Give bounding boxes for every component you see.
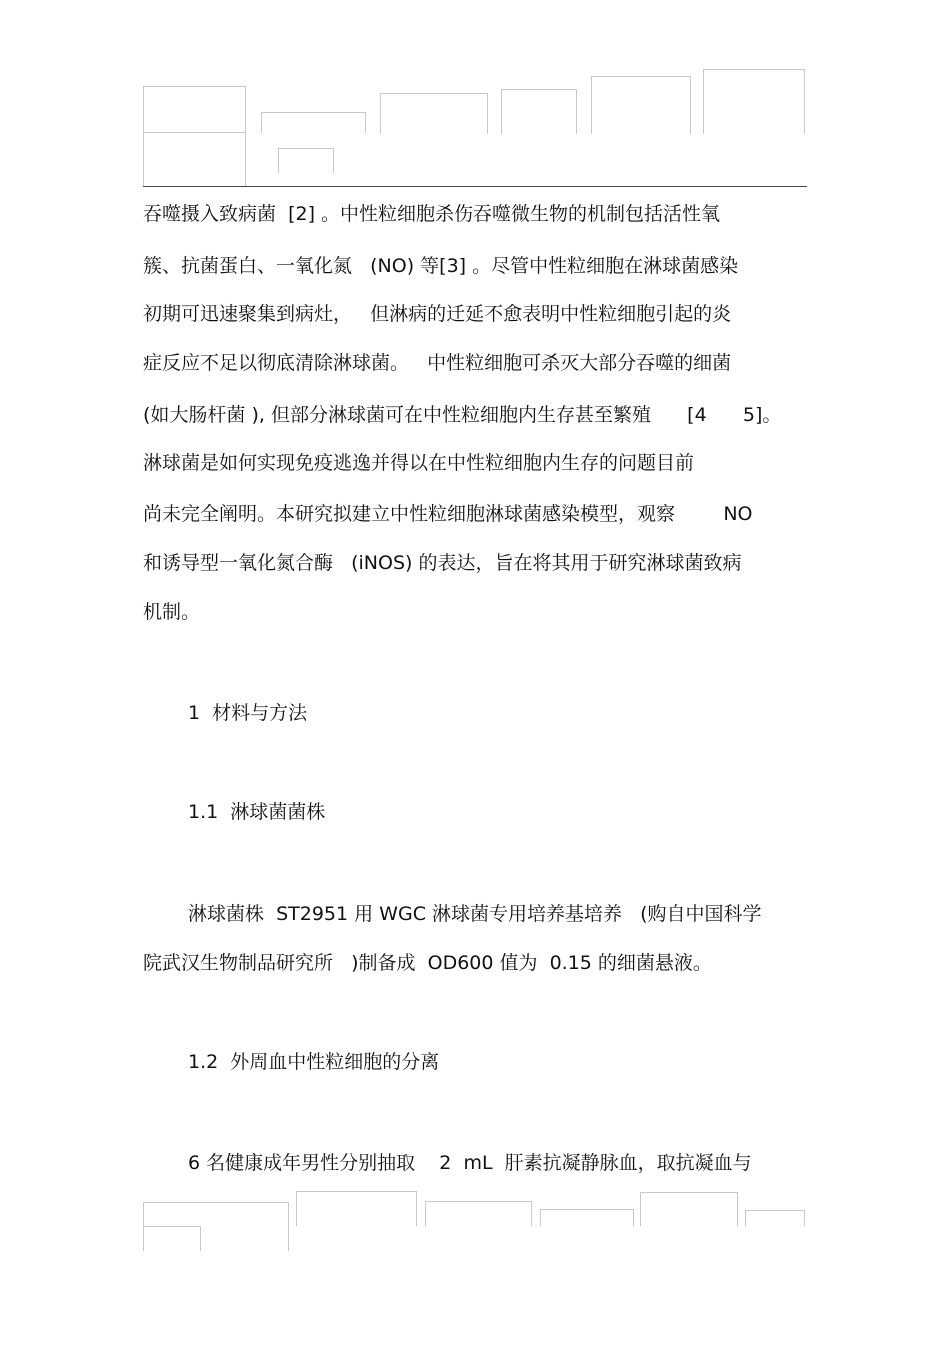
body-line: 症反应不足以彻底清除淋球菌。 中性粒细胞可杀灭大部分吞噬的细菌 xyxy=(143,352,732,374)
header-decoration xyxy=(143,132,245,173)
subsection-heading: 1.1 淋球菌菌株 xyxy=(188,801,326,823)
paragraph-line: 6 名健康成年男性分别抽取 2 mL 肝素抗凝静脉血，取抗凝血与 xyxy=(188,1152,752,1174)
paragraph-line: 院武汉生物制品研究所 )制备成 OD600 值为 0.15 的细菌悬液。 xyxy=(143,952,712,974)
header-decoration xyxy=(278,148,334,173)
body-line: 吞噬摄入致病菌 [2] 。中性粒细胞杀伤吞噬微生物的机制包括活性氧 xyxy=(143,203,721,225)
body-line: 淋球菌是如何实现免疫逃逸并得以在中性粒细胞内生存的问题目前 xyxy=(143,452,695,474)
body-line: (如大肠杆菌 ), 但部分淋球菌可在中性粒细胞内生存甚至繁殖 [4 5]。 xyxy=(143,404,782,426)
body-line: 初期可迅速聚集到病灶， 但淋病的迁延不愈表明中性粒细胞引起的炎 xyxy=(143,303,732,325)
header-decoration xyxy=(380,93,488,134)
header-decoration xyxy=(501,89,577,134)
footer-decoration xyxy=(540,1209,634,1226)
header-decoration xyxy=(261,112,366,133)
body-line: 尚未完全阐明。本研究拟建立中性粒细胞淋球菌感染模型，观察 NO xyxy=(143,503,753,525)
subsection-heading: 1.2 外周血中性粒细胞的分离 xyxy=(188,1051,440,1073)
section-heading: 1 材料与方法 xyxy=(188,702,308,724)
body-line: 簇、抗菌蛋白、一氧化氮 (NO) 等[3] 。尽管中性粒细胞在淋球菌感染 xyxy=(143,255,739,277)
body-line: 和诱导型一氧化氮合酶 (iNOS) 的表达，旨在将其用于研究淋球菌致病 xyxy=(143,552,742,574)
footer-decoration xyxy=(640,1192,738,1226)
header-decoration xyxy=(591,76,691,134)
body-line: 机制。 xyxy=(143,601,201,623)
header-rule xyxy=(143,186,807,187)
footer-decoration xyxy=(745,1210,805,1226)
footer-decoration xyxy=(425,1201,532,1226)
footer-decoration xyxy=(296,1191,417,1226)
header-decoration xyxy=(703,69,805,134)
paragraph-line: 淋球菌株 ST2951 用 WGC 淋球菌专用培养基培养 (购自中国科学 xyxy=(188,903,762,925)
footer-decoration xyxy=(143,1226,201,1251)
